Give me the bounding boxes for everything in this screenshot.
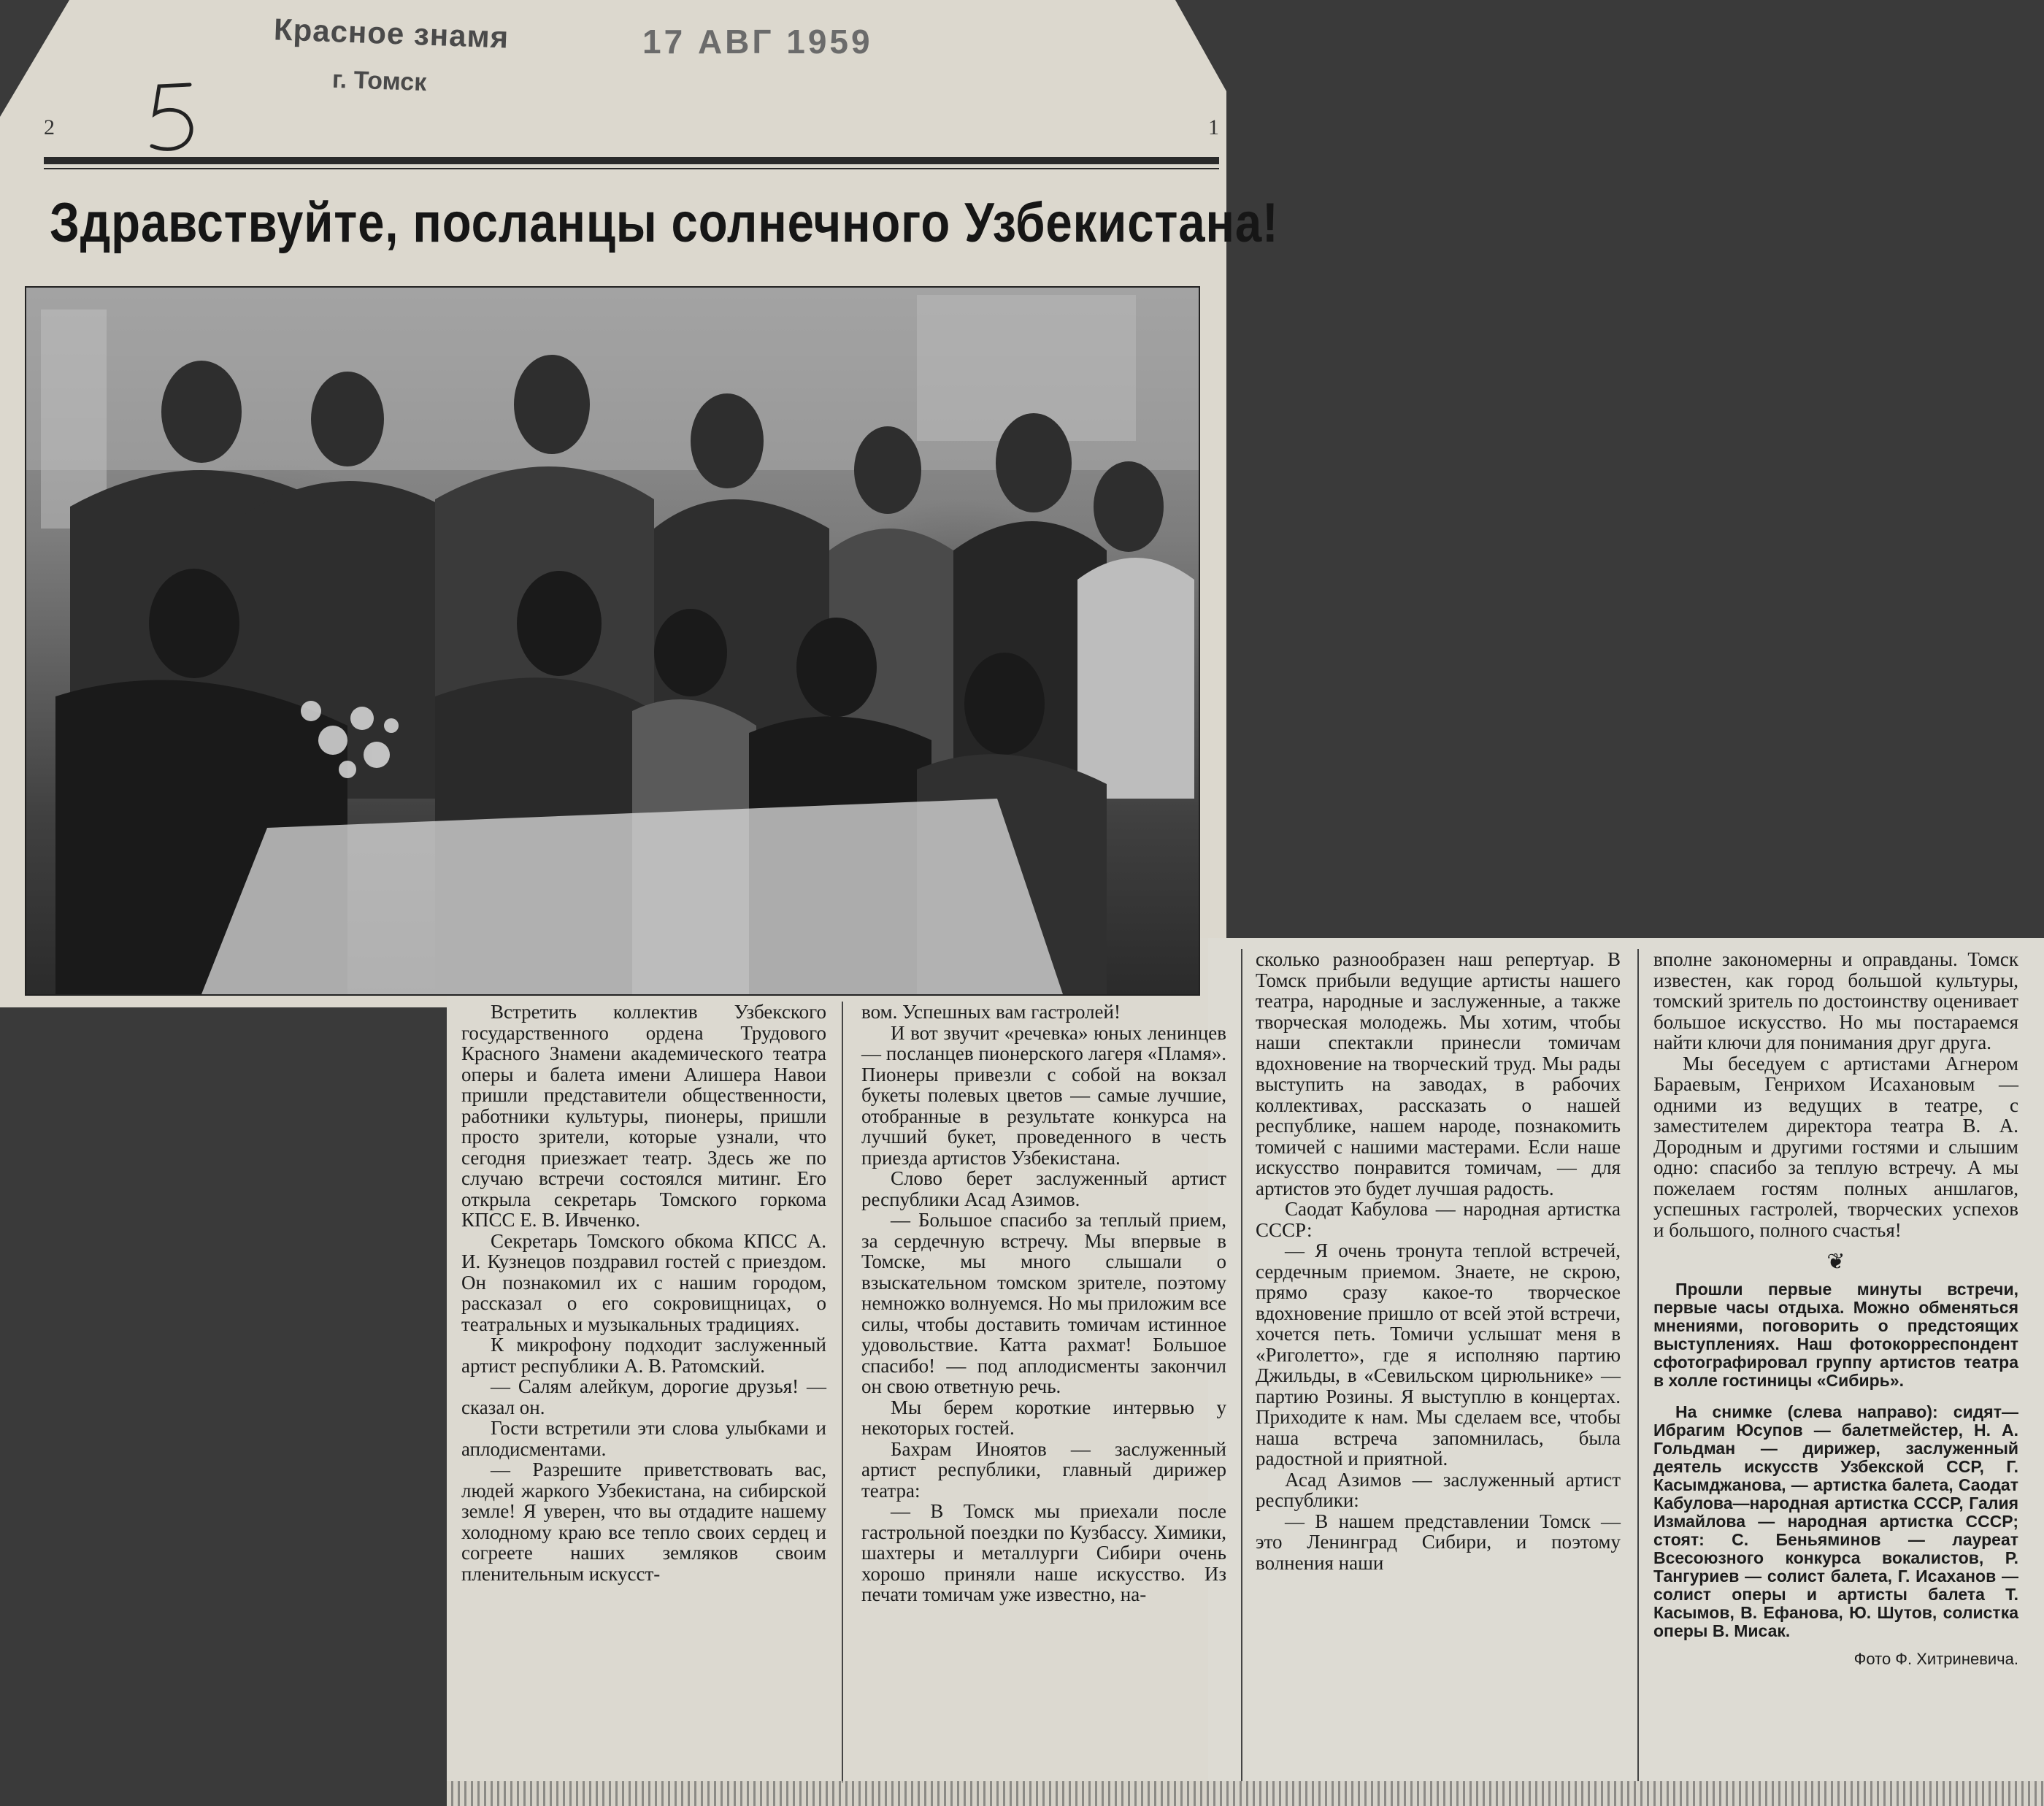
article-paragraph: — В нашем представлении Томск — это Ленинград Сибири, и поэтому волнения наши: [1256, 1510, 1621, 1574]
article-column-3: [1256, 949, 1621, 1573]
article-column-2: [861, 1002, 1226, 1605]
photo-caption: [1653, 1280, 2018, 1640]
article-paragraph: Слово берет заслуженный артист республики Асад Азимов.: [861, 1167, 1226, 1210]
city-stamp: г. Томск: [331, 65, 427, 97]
column-divider: [1637, 949, 1639, 1781]
article-paragraph: — Разрешите приветствовать вас, людей жаркого Узбекистана, на сибирской земле! Я уверен, что вы отдадите нашему холодному краю все тепло своих сердец и согреете наших земляков своим пленительным искусст-: [461, 1459, 826, 1585]
torn-edge: [447, 1781, 2044, 1806]
photo-silhouettes: [26, 288, 1199, 994]
caption-intro: Прошли первые минуты встречи, первые часы отдыха. Можно обменяться мнениями, поговорить о предстоящих выступлениях. Наш фотокорреспондент сфотографировал группу артистов театра в холле гостиницы «Сибирь».: [1653, 1279, 2018, 1390]
page-number-right: 1: [1208, 115, 1219, 139]
column-divider: [1241, 949, 1242, 1781]
article-paragraph: Бахрам Иноятов — заслуженный артист республики, главный дирижер театра:: [861, 1437, 1226, 1502]
caption-names: На снимке (слева направо): сидят—Ибрагим Юсупов — балетмейстер, Н. А. Гольдман — дирижер, заслуженный деятель искусств Узбекской ССР, Г. Касымджанова, — артистка балета, Саодат Кабулова—народная артистка СССР, Галия Измайлова — народная артистка СССР; стоят: С. Беньяминов — лауреат Всесоюзного конкурса вокалистов, Р. Тангуриев — солист балета, Г. Исаханов —солист оперы и артисты балета Т. Касымов, В. Ефанова, Ю. Шутов, солистка оперы В. Мисак.: [1653, 1402, 2018, 1640]
article-paragraph: Секретарь Томского обкома КПСС А. И. Кузнецов поздравил гостей с приездом. Он познакомил их с нашим городом, рассказал о его сокровищницах, о театральных и музыкальных традициях.: [461, 1229, 826, 1335]
page-number-left: 2: [44, 115, 55, 139]
article-paragraph: К микрофону подходит заслуженный артист республики А. В. Ратомский.: [461, 1334, 826, 1377]
article-paragraph: Встретить коллектив Узбекского государственного ордена Трудового Красного Знамени академического театра оперы и балета имени Алишера Навои пришли представители общественности, работники культуры, пионеры, пришли просто зрители, которые узнали, что сегодня приезжает театр. Здесь же по случаю встречи состоялся митинг. Его открыла секретарь Томского горкома КПСС Е. В. Ивченко.: [461, 1001, 826, 1231]
article-paragraph: И вот звучит «речевка» юных ленинцев — посланцев пионерского лагеря «Пламя». Пионеры привезли с собой на вокзал букеты полевых цветов — самые лучшие, отобранные в результате конкурса на лучший букет, проведенного в честь приезда артистов Узбекистана.: [861, 1021, 1226, 1169]
newspaper-stamp: Красное знамя: [273, 12, 510, 55]
photo-credit: Фото Ф. Хитриневича.: [1853, 1649, 2018, 1668]
article-column-4: [1653, 949, 2018, 1669]
header-rule: [44, 157, 1219, 164]
article-paragraph: вполне закономерны и оправданы. Томск известен, как город большой культуры, томский зритель по достоинству оценивает большое искусство. Но мы постараемся найти ключи для понимания друг друга.: [1653, 948, 2018, 1053]
article-paragraph: — Большое спасибо за теплый прием, за сердечную встречу. Мы впервые в Томске, мы много слышали о взыскательном томском зрителе, поэтому немножко волнуемся. Но мы приложим все силы, чтобы доставить томичам истинное удовольствие. Катта рахмат! Большое спасибо! — под аплодисменты закончил он свою ответную речь.: [861, 1209, 1226, 1397]
headline: Здравствуйте, посланцы солнечного Узбекистана!: [50, 192, 1279, 254]
handwritten-number-mark: [145, 79, 203, 159]
article-paragraph: — В Томск мы приехали после гастрольной поездки по Кузбассу. Химики, шахтеры и металлурги Сибири очень хорошо приняли наше искусство. Из печати томичам уже известно, на-: [861, 1500, 1226, 1605]
article-paragraph: — Я очень тронута теплой встречей, сердечным приемом. Знаете, не скрою, прямо сразу какое-то творческое вдохновение пришло от всей этой встречи, хочется петь. Томичи услышат меня в «Риголетто», где я исполняю партию Джильды, в «Севильском цирюльнике» — партию Розины. Я выступлю в концертах. Приходите к нам. Мы сделаем все, чтобы наша встреча запомнилась, была радостной и приятной.: [1256, 1240, 1621, 1469]
article-paragraph: вом. Успешных вам гастролей!: [861, 1001, 1121, 1023]
article-paragraph: — Салям алейкум, дорогие друзья! — сказал он.: [461, 1375, 826, 1418]
article-paragraph: Мы беседуем с артистами Агнером Бараевым, Генрихом Исахановым — одними из ведущих в театре, с заместителем директора театра В. А. Дородным и другими гостями и слышим одно: спасибо за теплую встречу. А мы пожелаем гостям полных аншлагов, успешных гастролей, творческих успехов и большого, полного счастья!: [1653, 1052, 2018, 1241]
article-paragraph: Мы берем короткие интервью у некоторых гостей.: [861, 1396, 1226, 1439]
article-paragraph: сколько разнообразен наш репертуар. В Томск прибыли ведущие артисты нашего театра, народные и заслуженные, а также творческая молодежь. Мы хотим, чтобы наши спектакли принесли томичам вдохновение на творческий труд. Мы рады выступить на заводах, в рабочих коллективах, рассказать о нашей республике, нашем народе, познакомить томичей с нашими мастерами. Если наше искусство понравится томичам, — для артистов это будет лучшая радость.: [1256, 948, 1621, 1199]
header-rule-thin: [44, 168, 1219, 169]
article-column-1: [461, 1002, 826, 1584]
article-paragraph: Саодат Кабулова — народная артистка СССР:: [1256, 1198, 1621, 1241]
date-stamp: 17 АВГ 1959: [642, 23, 873, 61]
article-paragraph: Гости встретили эти слова улыбками и аплодисментами.: [461, 1417, 826, 1460]
ornament-icon: ❦: [1826, 1250, 1845, 1274]
column-divider: [842, 1002, 843, 1783]
group-photo: [25, 286, 1200, 996]
article-paragraph: Асад Азимов — заслуженный артист республики:: [1256, 1468, 1621, 1511]
